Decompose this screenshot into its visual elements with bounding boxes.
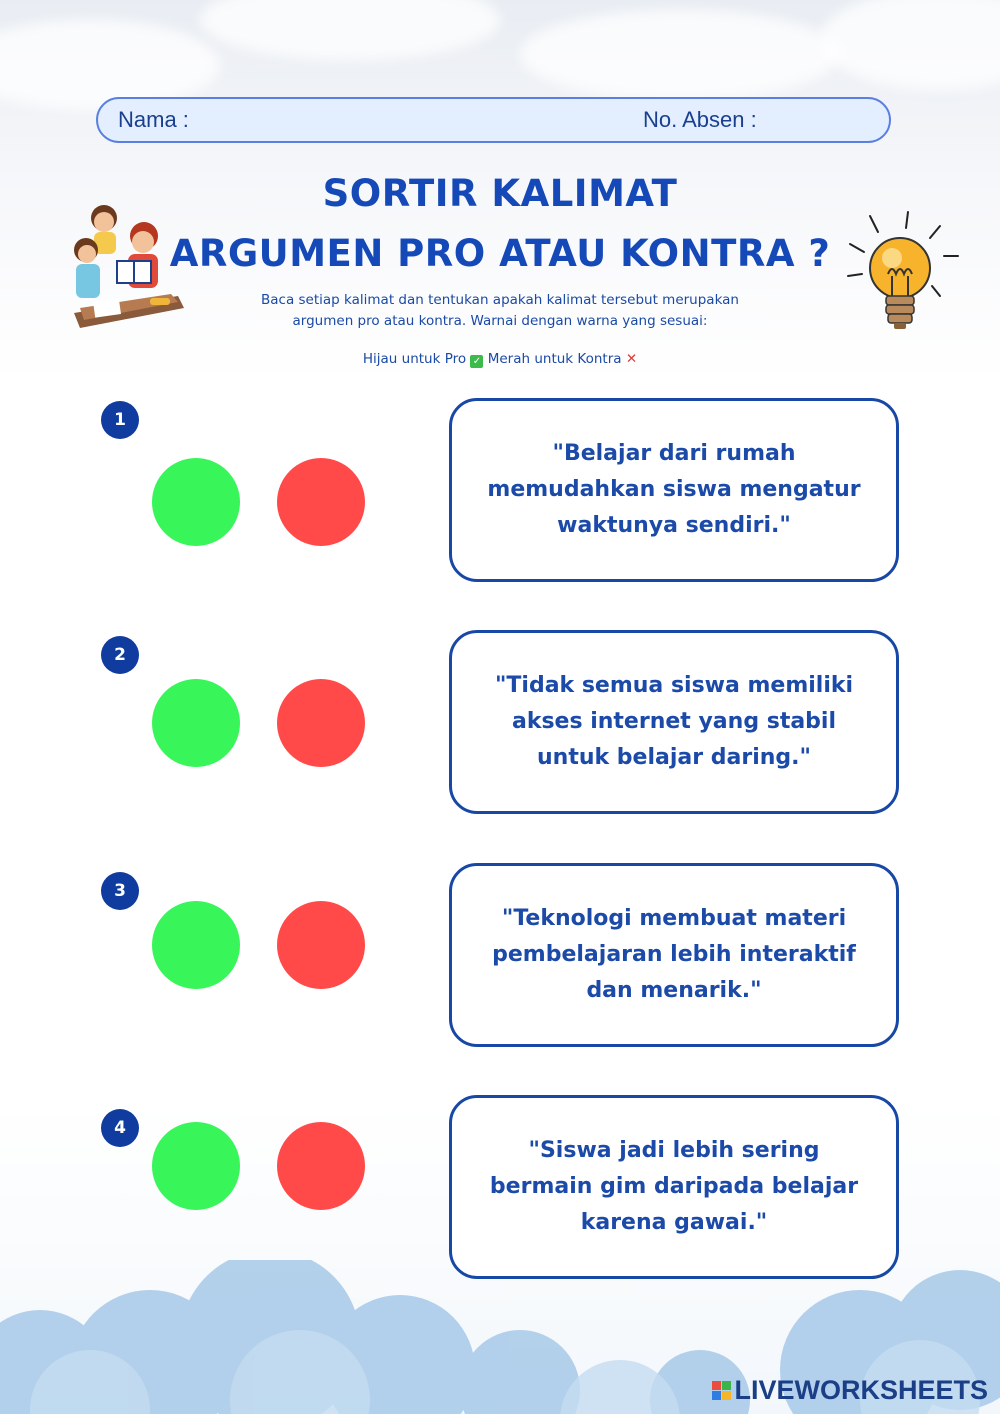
liveworksheets-logo	[712, 1375, 988, 1406]
worksheet-title: SORTIR KALIMAT	[322, 172, 678, 215]
statement-card	[449, 398, 899, 582]
item-number-badge: 2	[101, 636, 139, 674]
color-legend	[300, 351, 700, 368]
pro-circle[interactable]	[152, 458, 240, 546]
instructions	[250, 290, 750, 332]
kontra-circle[interactable]	[277, 458, 365, 546]
check-icon: ✓	[470, 355, 483, 368]
kontra-circle[interactable]	[277, 901, 365, 989]
legend-pro-text: Hijau untuk Pro	[362, 351, 467, 367]
statement-card	[449, 630, 899, 814]
statement-card	[449, 863, 899, 1047]
statement-text: "Tidak semua siswa memiliki akses internet yang stabil untuk belajar daring."	[494, 673, 854, 770]
worksheet-subtitle: ARGUMEN PRO ATAU KONTRA ?	[169, 232, 831, 275]
item-number-badge: 1	[101, 401, 139, 439]
item-number-badge: 4	[101, 1109, 139, 1147]
kontra-circle[interactable]	[277, 679, 365, 767]
sky-background	[0, 0, 1000, 170]
statement-card	[449, 1095, 899, 1279]
name-label: Nama :	[118, 107, 189, 132]
pro-circle[interactable]	[152, 901, 240, 989]
pro-circle[interactable]	[152, 679, 240, 767]
logo-text: LIVEWORKSHEETS	[734, 1375, 988, 1405]
legend-kontra-text: Merah untuk Kontra	[487, 351, 622, 367]
statement-text: "Belajar dari rumah memudahkan siswa mengatur waktunya sendiri."	[487, 441, 861, 538]
name-field-bar[interactable]	[96, 97, 891, 143]
item-number-badge: 3	[101, 872, 139, 910]
statement-text: "Teknologi membuat materi pembelajaran lebih interaktif dan menarik."	[492, 906, 856, 1003]
instruction-line: Baca setiap kalimat dan tentukan apakah kalimat tersebut merupakan	[261, 292, 739, 308]
pro-circle[interactable]	[152, 1122, 240, 1210]
lightbulb-icon	[840, 208, 960, 338]
statement-text: "Siswa jadi lebih sering bermain gim daripada belajar karena gawai."	[489, 1138, 859, 1235]
absen-label: No. Absen :	[643, 107, 757, 132]
kontra-circle[interactable]	[277, 1122, 365, 1210]
instruction-line: argumen pro atau kontra. Warnai dengan warna yang sesuai:	[292, 313, 708, 329]
logo-icon	[712, 1381, 731, 1400]
cross-icon: ✕	[625, 351, 638, 367]
